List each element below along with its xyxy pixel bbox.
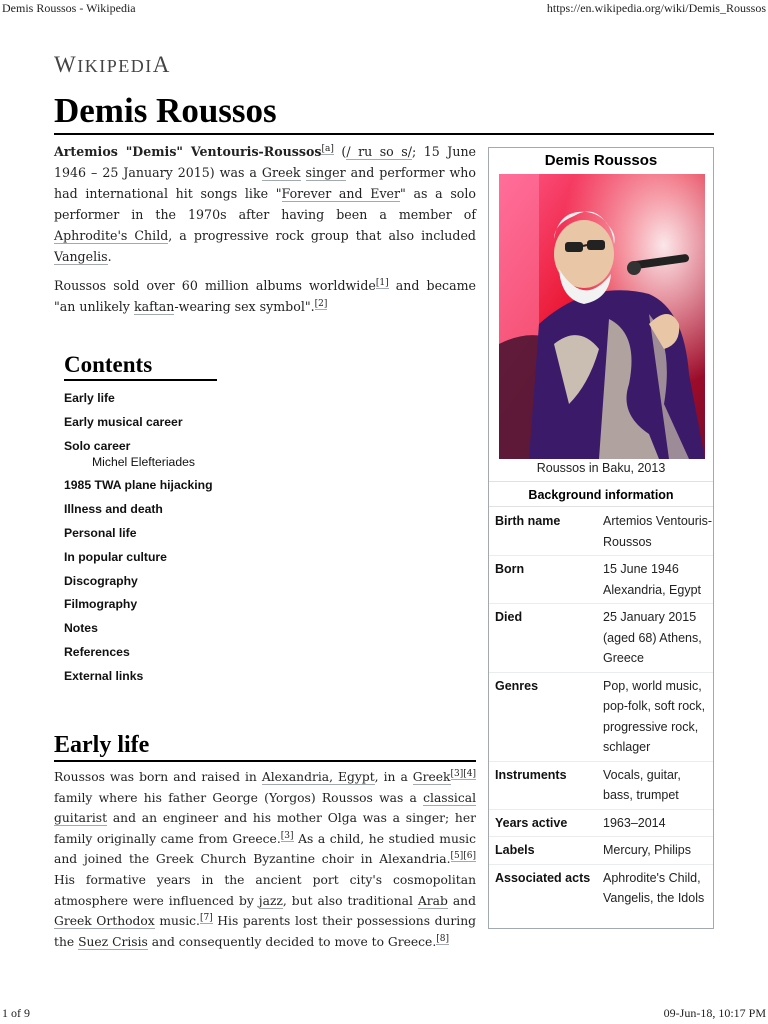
- reference-link[interactable]: [1]: [375, 277, 389, 288]
- link-aphrodites-child[interactable]: Aphrodite's Child: [54, 228, 169, 243]
- link-arab[interactable]: Arab: [417, 893, 448, 908]
- toc-item-discography[interactable]: Discography: [64, 573, 138, 588]
- reference-link[interactable]: [7]: [199, 913, 213, 924]
- page-number: 1 of 9: [2, 1006, 30, 1020]
- toc-heading: Contents: [64, 352, 217, 381]
- toc-item-early-musical-career[interactable]: Early musical career: [64, 414, 183, 429]
- toc-item-michel-elefteriades[interactable]: Michel Elefteriades: [92, 455, 195, 470]
- table-of-contents: [64, 352, 224, 689]
- infobox-row-associated-acts: Associated acts Aphrodite's Child, Vangelis, the Idols: [495, 870, 705, 905]
- reference-link[interactable]: [3][4]: [450, 768, 477, 779]
- infobox-row-instruments: Instruments Vocals, guitar, bass, trumpet: [489, 762, 713, 810]
- toc-item-filmography[interactable]: Filmography: [64, 597, 138, 612]
- infobox-title: Demis Roussos: [544, 152, 658, 169]
- reference-link[interactable]: [5][6]: [450, 851, 476, 862]
- link-forever-and-ever[interactable]: Forever and Ever: [281, 186, 401, 201]
- infobox-row-years-active: Years active 1963–2014: [489, 810, 713, 838]
- lead-paragraph-1: Artemios "Demis" Ventouris-Roussos[a] (/ ru so s/; 15 June 1946 – 25 January 2015) was a Greek singer and performer who had international hit songs like "Forever and Ever" as a solo performer in the 1970s after having been a member of Aphrodite's Child, a progressive rock group that also included Vangelis.: [54, 143, 477, 264]
- pronunciation-link[interactable]: / ru so s/: [346, 144, 412, 159]
- print-footer: [0, 1002, 768, 1024]
- toc-item-personal-life[interactable]: Personal life: [64, 525, 137, 540]
- lead-paragraph-2: Roussos sold over 60 million albums worldwide[1] and became "an unlikely kaftan-wearing sex symbol".[2]: [54, 277, 476, 314]
- toc-item-notes[interactable]: Notes: [64, 621, 98, 636]
- link-greek[interactable]: Greek: [412, 770, 451, 784]
- link-alexandria-egypt[interactable]: Alexandria, Egypt: [261, 770, 375, 784]
- print-header: [0, 0, 768, 20]
- toc-item-twa-hijacking[interactable]: 1985 TWA plane hijacking: [64, 478, 213, 493]
- print-page-title: Demis Roussos - Wikipedia: [2, 1, 136, 15]
- infobox-photo[interactable]: [499, 174, 705, 459]
- early-life-paragraph: Roussos was born and raised in Alexandria, Egypt, in a Greek[3][4] family where his father George (Yorgos) Roussos was a classical guitarist and an engineer and his mother Olga was a singer; her family originally came from Greece.[3] As a child, he studied music and joined the Greek Church Byzantine choir in Alexandria.[5][6] His formative years in the ancient port city's cosmopolitan atmosphere were influenced by jazz, but also traditional Arab and Greek Orthodox music.[7] His parents lost their possessions during the Suez Crisis and consequently decided to move to Greece.[8]: [54, 768, 477, 949]
- link-suez-crisis[interactable]: Suez Crisis: [78, 934, 148, 949]
- infobox-row-born: Born 15 June 1946 Alexandria, Egypt: [489, 556, 713, 604]
- toc-item-solo-career[interactable]: Solo career: [64, 438, 131, 453]
- portrait-photo-illustration: [499, 174, 705, 459]
- infobox: [488, 147, 714, 929]
- subject-name: Artemios "Demis" Ventouris-Roussos: [54, 144, 322, 159]
- toc-item-early-life[interactable]: Early life: [64, 391, 115, 405]
- link-jazz[interactable]: jazz: [258, 893, 283, 908]
- reference-link[interactable]: [2]: [314, 298, 328, 309]
- toc-item-references[interactable]: References: [64, 644, 130, 659]
- link-singer[interactable]: singer: [305, 165, 346, 180]
- link-greek[interactable]: Greek: [261, 165, 301, 180]
- wikipedia-wordmark[interactable]: WIKIPEDIA: [54, 52, 171, 77]
- infobox-rows: [489, 508, 713, 912]
- reference-link[interactable]: [3]: [280, 830, 294, 841]
- page-title: Demis Roussos: [54, 90, 714, 135]
- reference-link[interactable]: [8]: [436, 933, 449, 944]
- infobox-row-birth-name: Birth name Artemios Ventouris-Roussos: [489, 508, 713, 556]
- infobox-row-labels: Labels Mercury, Philips: [489, 837, 713, 865]
- link-kaftan[interactable]: kaftan: [133, 299, 175, 314]
- link-classical-guitarist[interactable]: classical guitarist: [54, 790, 476, 826]
- link-vangelis[interactable]: Vangelis: [54, 249, 108, 264]
- infobox-row-died: Died 25 January 2015 (aged 68) Athens, Greece: [489, 604, 713, 673]
- footnote-link[interactable]: [a]: [321, 143, 334, 154]
- toc-item-popular-culture[interactable]: In popular culture: [64, 549, 167, 564]
- section-heading-early-life: Early life: [54, 730, 476, 762]
- link-greek-orthodox[interactable]: Greek Orthodox: [54, 914, 155, 929]
- toc-list: [64, 387, 224, 689]
- print-page-url[interactable]: https://en.wikipedia.org/wiki/Demis_Roussos: [546, 1, 766, 15]
- print-timestamp: 09-Jun-18, 10:17 PM: [663, 1006, 766, 1020]
- toc-item-external-links[interactable]: External links: [64, 668, 144, 683]
- infobox-caption: Roussos in Baku, 2013: [536, 461, 666, 475]
- toc-item-illness-and-death[interactable]: Illness and death: [64, 502, 163, 517]
- infobox-row-genres: Genres Pop, world music, pop-folk, soft rock, progressive rock, schlager: [489, 673, 713, 762]
- lead-section: [54, 141, 476, 325]
- infobox-section-header: Background information: [489, 481, 713, 507]
